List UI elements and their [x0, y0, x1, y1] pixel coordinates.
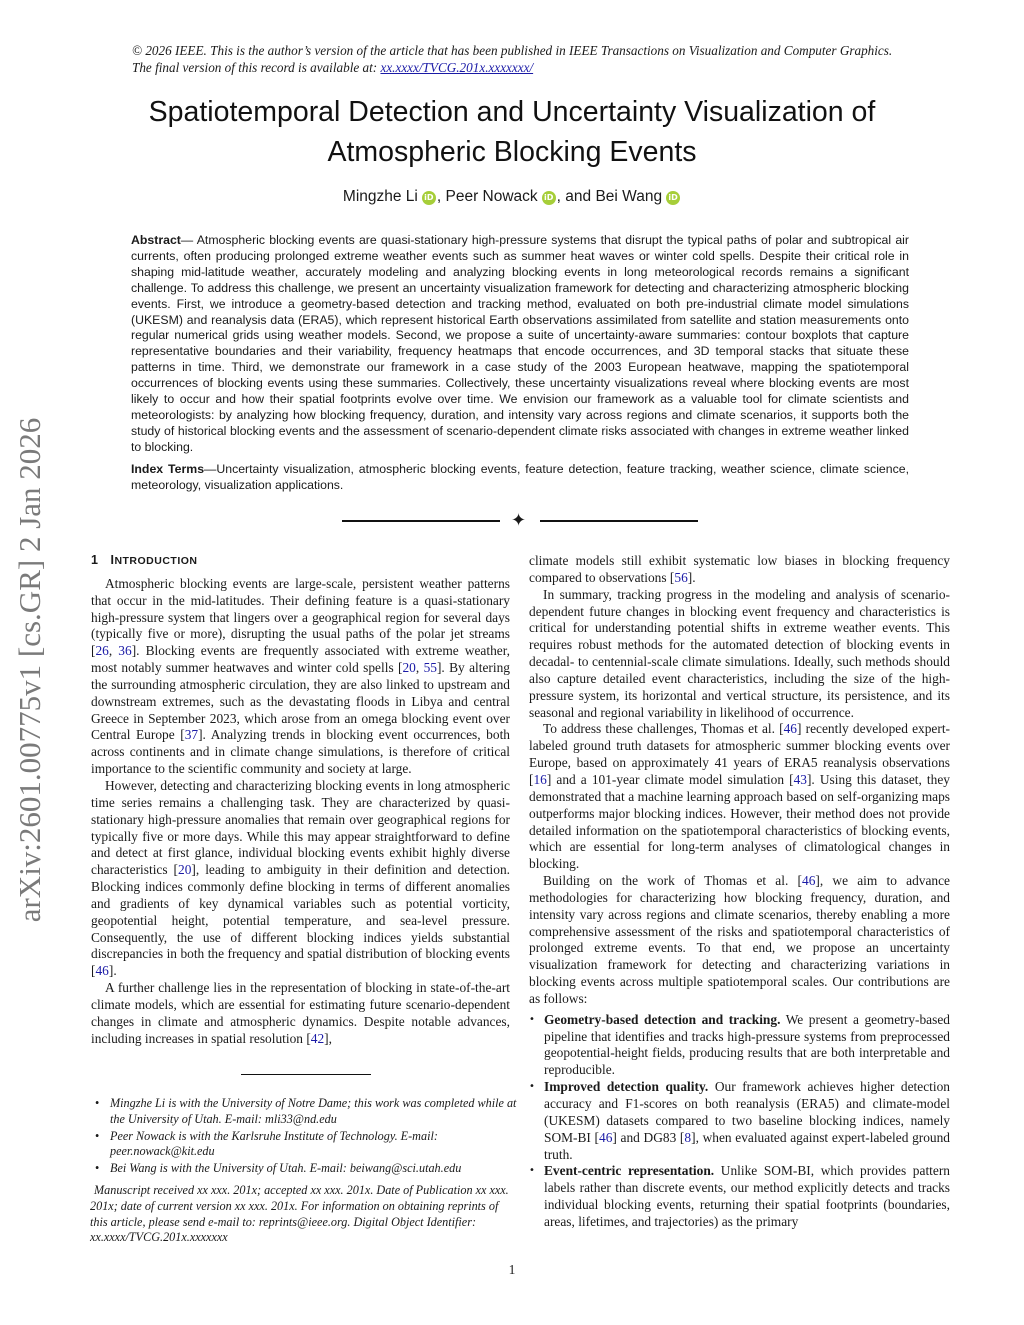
author-name: , Peer Nowack	[436, 188, 538, 205]
citation-link[interactable]: 46	[783, 721, 797, 737]
paragraph-text: ],	[324, 1030, 332, 1046]
affiliations	[93, 1096, 518, 1178]
citation-link[interactable]: 42	[310, 1030, 325, 1046]
citation-link[interactable]: 46	[599, 1129, 613, 1145]
paragraph-text: ] and DG83 [	[612, 1129, 685, 1145]
index-terms	[131, 462, 909, 494]
paragraph-text: Building on the work of Thomas et al. [	[543, 873, 802, 889]
copyright-text: © 2026 IEEE. This is the author’s version of the article that has been published in IEEE Transactions on Visualization and Computer Graphics. The final version of this record is available at:	[132, 43, 893, 75]
citation-link[interactable]: 20	[402, 660, 416, 676]
bullet-icon: •	[95, 1096, 100, 1110]
section-title-initial: I	[110, 553, 115, 567]
paragraph-text: Unlike SOM-BI, which provides pattern labels rather than discrete events, our method explicitly detects and tracks individual blocking events, returning their spatial footprints (boundaries, areas, lifetimes, and trajectories) as the primary	[544, 1163, 950, 1229]
affiliation-text: Mingzhe Li is with the University of Notre Dame; this work was completed while at the University of Utah. E-mail: mli33@nd.edu	[110, 1096, 517, 1126]
citation-link[interactable]: 26	[95, 643, 109, 659]
doi-link[interactable]: xx.xxxx/TVCG.201x.xxxxxxx/	[380, 60, 534, 75]
citation-link[interactable]: 37	[184, 727, 199, 743]
paper-title: Spatiotemporal Detection and Uncertainty Visualization of Atmospheric Blocking Events	[148, 96, 876, 168]
footnote-rule	[241, 1074, 371, 1075]
paragraph-text: ], when evaluated against expert-labeled ground truth.	[544, 1129, 951, 1162]
paragraph-text: ] recently developed expert-labeled ground truth datasets for atmospheric summer blocking events over Europe, based on approximately 41 years of ERA5 reanalysis observations [	[529, 721, 950, 787]
paragraph-text: We present a geometry-based pipeline that identifies and tracks high-pressure systems from preprocessed geopotential-height fields, producing results that are both interpretable and reproducible.	[544, 1011, 950, 1078]
abstract-text: — Atmospheric blocking events are quasi-stationary high-pressure systems that disrupt the typical paths of polar and subtropical air currents, often producing prolonged extreme weather events such as summer heat waves or winter cold spells. Despite their critical role in shaping mid-latitude weather, accurately modeling and analyzing blocking events in long meteorological records remains a significant challenge. To address this challenge, we present an uncertainty visualization framework for detecting and characterizing atmospheric blocking events. First, we introduce a geometry-based detection and tracking method, evaluated on both pre-industrial climate model simulations (UKESM) and reanalysis data (ERA5), which represent historical Earth observations assimilated from satellite and station measurements onto regular numerical grids using weather models. Second, we propose a suite of uncertainty-aware summaries: contour boxplots that capture representative boundaries and their variability, frequency heatmaps that encode occurrences, and 3D temporal stacks that situate these patterns in time. Third, we demonstrate our framework in a case study of the 2003 European heatwave, mapping the spatiotemporal occurrences of blocking events using these summaries. Collectively, these uncertainty visualizations reveal where blocking events are most likely to occur and how their spatial footprints evolve over time. We envision our framework as a valuable tool for climate scientists and meteorologists: by analyzing how blocking frequency, duration, and intensity vary across regions and climate scenarios, it supports both the study of historical blocking events and the assessment of scenario-dependent climate risks associated with changes in extreme weather linked to blocking.	[131, 233, 909, 454]
abstract-label: Abstract	[131, 233, 181, 247]
section-divider	[342, 510, 698, 531]
body-paragraph	[91, 980, 510, 1047]
paragraph-text: ], leading to ambiguity in their definition and detection. Blocking indices commonly define blocking in terms of different anomalies and gradients of key dynamical variables such as potential vorticity, geopotential height, potential temperature, and sea-level pressure. Consequently, the use of different blocking indices yields substantial discrepancies in both the frequency and spatial distribution of blocking events [	[91, 862, 511, 979]
paragraph-text: In summary, tracking progress in the modeling and analysis of scenario-dependent future changes in blocking event frequency and characteristics is critical for understanding potential shifts in extreme weather events. This requires robust methods for the automated detection of blocking events in decadal- to centennial-scale climate simulations. Ideally, such methods should also capture detailed event characteristics, including the size of the high-pressure system, its horizontal and vertical structure, its persistence, and its seasonal and regional variability in likelihood of occurrence.	[529, 586, 950, 720]
contribution-item	[529, 1163, 950, 1230]
citation-link[interactable]: 46	[95, 963, 109, 979]
body-paragraph	[91, 576, 510, 778]
contribution-title: Event-centric representation.	[544, 1163, 715, 1179]
index-terms-label: Index Terms	[131, 462, 205, 476]
contributions-list	[529, 1012, 950, 1231]
affiliation-item	[93, 1096, 518, 1128]
paragraph-text: ,	[415, 660, 424, 676]
orcid-icon[interactable]: iD	[542, 191, 556, 205]
citation-link[interactable]: 43	[793, 771, 807, 787]
author-name: Mingzhe Li	[342, 188, 418, 205]
body-paragraph	[529, 553, 950, 587]
copyright-notice	[132, 42, 912, 76]
right-paragraphs	[529, 553, 950, 1008]
bullet-icon: •	[529, 1081, 535, 1093]
section-title-rest: NTRODUCTION	[114, 555, 198, 567]
left-column	[91, 552, 510, 1047]
paragraph-text: ]. By altering the surrounding atmospheric circulation, they are also linked to upstream and downstream extremes, such as the devastating floods in Libya and central Greece in September 2023, which arose from an omega blocking event over Central Europe [	[91, 660, 510, 743]
paragraph-text: Atmospheric blocking events are large-scale, persistent weather patterns that occur in the mid-latitudes. Their defining feature is a quasi-stationary high-pressure system that lingers over a geographical region for several days (typically five or more), disrupting the usual paths of the polar jet streams [	[91, 575, 510, 659]
citation-link[interactable]: 56	[674, 569, 688, 585]
paragraph-text: ]. Using this dataset, they demonstrated that a machine learning approach based on self-organizing maps outperforms major blocking indices. However, their method does not provide detailed information on the spatiotemporal characteristics of blocking events, which are essential for long-term analyses of climatological changes in blocking.	[529, 771, 950, 872]
author-list	[100, 186, 924, 208]
citation-link[interactable]: 46	[802, 873, 816, 889]
section-number: 1	[91, 553, 99, 567]
contribution-item	[529, 1012, 950, 1079]
affiliation-text: Bei Wang is with the University of Utah. E-mail: beiwang@sci.utah.edu	[110, 1161, 462, 1176]
citation-link[interactable]: 55	[423, 660, 437, 676]
bullet-icon: •	[95, 1161, 100, 1176]
index-terms-text: —Uncertainty visualization, atmospheric blocking events, feature detection, feature tracking, weather science, climate science, meteorology, visualization applications.	[131, 462, 910, 492]
paragraph-text: ,	[108, 643, 119, 659]
author-name: , and Bei Wang	[556, 188, 663, 205]
paragraph-text: To address these challenges, Thomas et al. [	[543, 721, 784, 737]
bullet-icon: •	[529, 1013, 535, 1025]
paragraph-text: climate models still exhibit systematic low biases in blocking frequency compared to observations [	[529, 553, 950, 585]
paragraph-text: Our framework achieves higher detection accuracy and F1-scores on both reanalysis (ERA5) and climate-model (UKESM) datasets compared to two baseline blocking indices, namely SOM-BI [	[544, 1079, 951, 1145]
paragraph-text: However, detecting and characterizing blocking events in long atmospheric time series remains a challenging task. They are characterized by quasi-stationary high-pressure anomalies that remain over geographical regions for typically five or more days. While this may appear straightforward to define and detect at first glance, individual blocking events exhibit highly diverse characteristics [	[91, 777, 510, 878]
diamond-icon: ✦	[511, 510, 527, 531]
paragraph-text: ] and a 101-year climate model simulation [	[546, 771, 794, 787]
citation-link[interactable]: 36	[118, 643, 132, 659]
arxiv-identifier: arXiv:2601.00775v1 [cs.GR] 2 Jan 2026	[12, 417, 47, 923]
contribution-item	[529, 1079, 950, 1163]
citation-link[interactable]: 8	[684, 1129, 692, 1145]
paragraph-text: ]. Analyzing trends in blocking event occurrences, both across continents and in climate change simulations, is therefore of critical importance to the scientific community and society at large.	[91, 727, 510, 777]
paragraph-text: A further challenge lies in the representation of blocking in state-of-the-art climate models, which are essential for estimating future scenario-dependent changes in climate and atmospheric dynamics. Despite notable advances, including increases in spatial resolution [	[91, 980, 510, 1046]
citation-link[interactable]: 20	[178, 862, 192, 878]
left-paragraphs	[91, 576, 510, 1048]
orcid-icon[interactable]: iD	[666, 191, 680, 205]
divider-line	[342, 520, 500, 522]
body-paragraph	[529, 873, 950, 1008]
orcid-icon[interactable]: iD	[422, 191, 436, 205]
affiliation-item	[93, 1161, 518, 1177]
section-heading	[91, 552, 510, 570]
manuscript-note: Manuscript received xx xxx. 201x; accepted xx xxx. 201x. Date of Publication xx xxx. 201x; date of current version xx xxx. 201x. For information on obtaining reprints of this article, please send e-mail to: reprints@ieee.org. Digital Object Identifier: xx.xxxx/TVCG.201x.xxxxxxx	[90, 1183, 509, 1245]
divider-line	[540, 520, 698, 522]
citation-link[interactable]: 16	[533, 771, 547, 787]
bullet-icon: •	[95, 1128, 100, 1143]
contribution-title: Improved detection quality.	[544, 1079, 709, 1095]
paragraph-text: ].	[687, 569, 696, 585]
affiliation-text: Peer Nowack is with the Karlsruhe Institute of Technology. E-mail: peer.nowack@kit.edu	[110, 1128, 438, 1159]
abstract	[131, 233, 909, 456]
body-paragraph	[529, 587, 950, 722]
paragraph-text: ], we aim to advance methodologies for characterizing how blocking frequency, duration, and intensity vary across regions and climate scenarios, thereby enabling a more comprehensive assessment of the risks and spatiotemporal characteristics of prolonged extreme events. To that end, we propose an uncertainty visualization framework for detecting and characterizing variations in blocking events across multiple spatiotemporal scales. Our contributions are as follows:	[529, 873, 950, 1006]
paragraph-text: ]. Blocking events are frequently associated with extreme weather, most notably summer heatwaves and winter cold spells [	[91, 643, 510, 676]
page-number: 1	[508, 1262, 516, 1277]
right-column	[529, 553, 950, 1231]
bullet-icon: •	[529, 1165, 535, 1177]
body-paragraph	[91, 778, 510, 980]
body-paragraph	[529, 721, 950, 873]
paragraph-text: ].	[108, 963, 117, 979]
contribution-title: Geometry-based detection and tracking.	[544, 1011, 781, 1027]
affiliation-item	[93, 1129, 518, 1161]
